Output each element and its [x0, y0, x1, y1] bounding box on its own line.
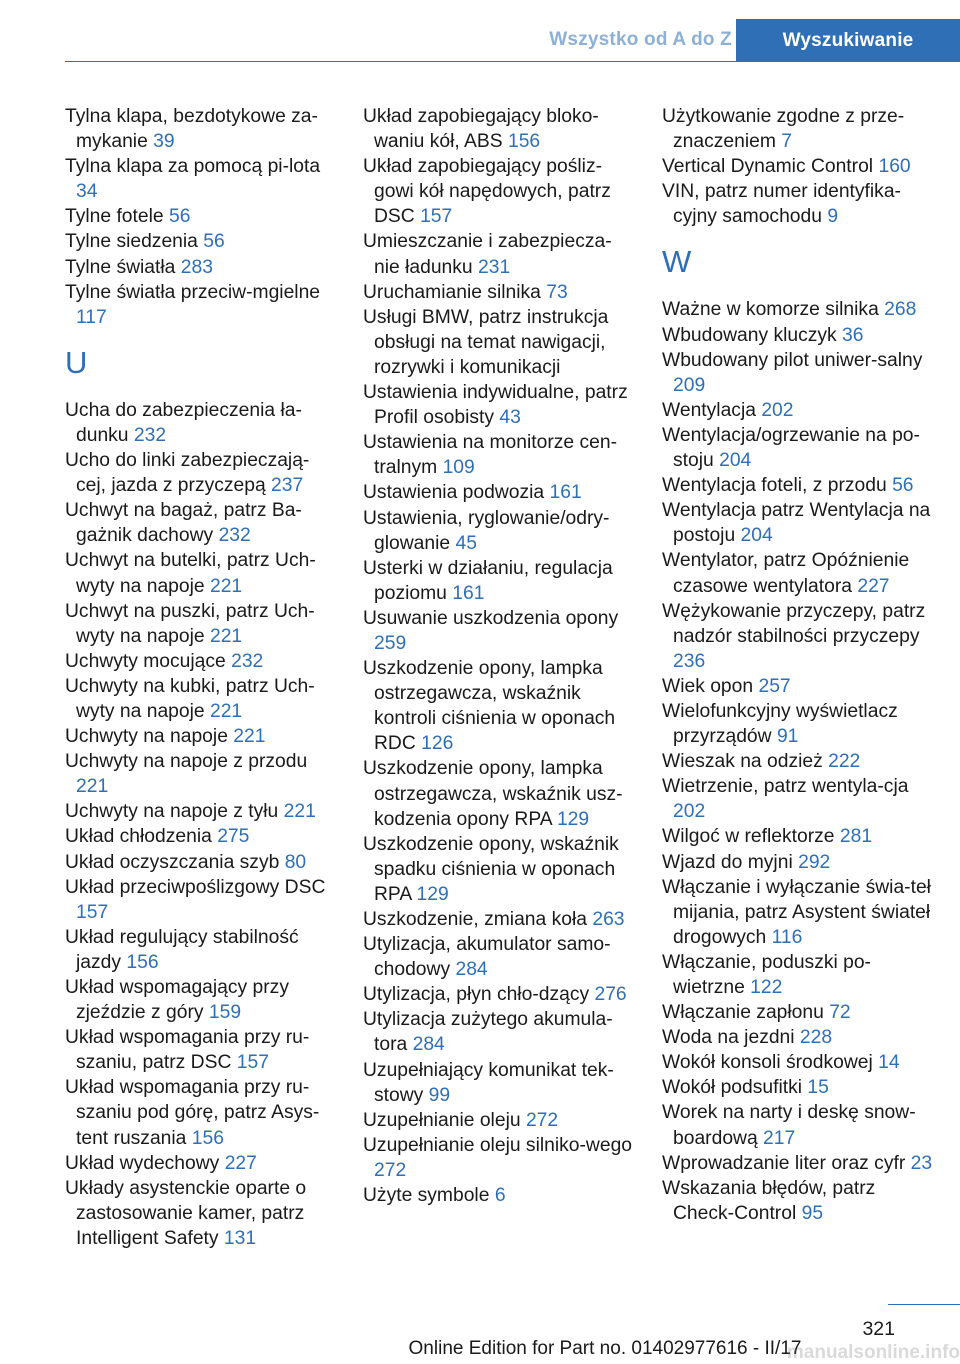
index-entry [65, 229, 337, 254]
index-entry-text: Wbudowany pilot uniwer-salny [662, 349, 923, 371]
index-entry [662, 1000, 934, 1025]
index-entry-text: Uchwyt na bagaż, patrz Ba-gażnik dachowy [65, 500, 302, 547]
index-page-link[interactable]: 157 [236, 1052, 269, 1074]
index-entry-text: Włączanie zapłonu [662, 1002, 824, 1024]
index-entry [662, 850, 934, 875]
index-entry [363, 229, 635, 279]
index-page-link[interactable]: 129 [416, 883, 449, 905]
index-entry-text: Wilgoć w reflektorze [662, 826, 835, 848]
index-entry [363, 932, 635, 982]
index-entry [662, 154, 934, 179]
index-entry-text: Wiek opon [662, 675, 754, 697]
page-header [0, 0, 960, 62]
index-entry [65, 824, 337, 849]
index-page-link[interactable]: 157 [76, 901, 109, 923]
index-entry [363, 982, 635, 1007]
index-page-link[interactable]: 99 [428, 1084, 451, 1106]
index-entry [363, 832, 635, 907]
index-entry-text: Woda na jezdni [662, 1027, 795, 1049]
index-entry [65, 749, 337, 799]
index-entry-text: Wjazd do myjni [662, 851, 793, 873]
index-page-link[interactable]: 227 [857, 575, 890, 597]
index-entry-text: Ustawienia, ryglowanie/odry-glowanie [363, 507, 610, 554]
index-entry-text: Ustawienia indywidualne, patrz Profil osobisty [363, 382, 628, 429]
index-page-link[interactable]: 204 [740, 525, 773, 547]
index-page-link[interactable]: 156 [126, 951, 159, 973]
watermark: manualsonline.info [786, 1342, 960, 1363]
index-entry-text: Układ wspomagający przy zjeździe z góry [65, 977, 289, 1024]
index-entry [662, 473, 934, 498]
index-entry-text: Tylne światła [65, 256, 176, 278]
index-entry [363, 305, 635, 380]
index-entry-text: Uszkodzenie opony, wskaźnik spadku ciśnienia w oponach RPA [363, 833, 619, 905]
index-page-link[interactable]: 217 [763, 1127, 796, 1149]
index-page-link[interactable]: 156 [507, 131, 541, 153]
index-entry [363, 280, 635, 305]
index-page-link[interactable]: 116 [771, 926, 803, 948]
index-entry [662, 1075, 934, 1100]
index-entry [363, 380, 635, 430]
index-entry [662, 1100, 934, 1150]
index-entry [662, 699, 934, 749]
index-page-link[interactable]: 204 [719, 450, 752, 472]
index-page-link[interactable]: 221 [233, 726, 266, 748]
index-entry [363, 480, 635, 505]
index-entry [65, 850, 337, 875]
index-entry [363, 756, 635, 831]
index-entry [662, 104, 934, 154]
index-entry [662, 774, 934, 824]
index-entry [65, 154, 337, 204]
index-entry-text: Uchwyty na napoje z przodu [65, 751, 308, 773]
current-section-tab: Wyszukiwanie [736, 19, 960, 62]
index-entry-text: Układ wspomagania przy ru-szaniu pod górę, patrz Asys-tent ruszania [65, 1077, 320, 1149]
index-entry [662, 674, 934, 699]
index-entry [65, 448, 337, 498]
index-page-link[interactable]: 14 [878, 1052, 900, 1074]
index-page-link[interactable]: 80 [284, 851, 307, 873]
index-column-1 [65, 104, 337, 1251]
index-page-link[interactable]: 157 [420, 206, 453, 228]
index-entry [662, 423, 934, 473]
index-entry-text: Układy asystenckie oparte o zastosowanie kamer, patrz Intelligent Safety [65, 1177, 307, 1249]
index-page-link[interactable]: 122 [750, 977, 783, 998]
index-page-link[interactable]: 284 [455, 959, 488, 981]
index-page-link[interactable]: 257 [758, 675, 791, 697]
index-page-link[interactable]: 73 [546, 281, 568, 303]
index-page-link[interactable]: 156 [191, 1127, 224, 1149]
index-page-link[interactable]: 202 [761, 399, 794, 421]
index-page-link[interactable]: 221 [209, 700, 243, 722]
index-page-link[interactable]: 275 [217, 826, 250, 848]
index-entry [363, 656, 635, 756]
index-page-link[interactable]: 34 [76, 181, 98, 203]
index-entry-text: Ucho do linki zabezpieczają-cej, jazda z przyczepą [65, 450, 310, 497]
index-entry [662, 950, 934, 1000]
header-rule [65, 61, 960, 62]
index-letter-heading: U [65, 344, 88, 380]
index-page-link[interactable]: 6 [494, 1185, 506, 1207]
index-page-link[interactable]: 221 [209, 625, 243, 647]
index-entry-text: Włączanie i wyłączanie świa-teł mijania, patrz Asystent świateł drogowych [662, 876, 931, 948]
index-entry [363, 506, 635, 556]
index-page-link[interactable]: 117 [76, 306, 107, 328]
index-entry [662, 297, 934, 322]
index-entry-text: Wentylacja foteli, z przodu [662, 475, 887, 497]
index-entry [363, 1133, 635, 1183]
index-entry [65, 599, 337, 649]
index-entry [65, 1176, 337, 1251]
index-entry [65, 1025, 337, 1075]
index-page-link[interactable]: 45 [455, 532, 477, 554]
index-entry-text: Układ zapobiegający pośliz-gowi kół napędowych, patrz DSC [363, 156, 611, 228]
index-entry-text: Worek na narty i deskę snow-boardową [662, 1102, 916, 1149]
index-page-link[interactable]: 23 [910, 1152, 933, 1174]
index-entry [65, 255, 337, 280]
index-page-link[interactable]: 231 [478, 256, 511, 278]
index-entry-text: Wentylacja [662, 399, 756, 421]
index-entry-text: Wskazania błędów, patrz Check-Control [662, 1177, 876, 1224]
index-page-link[interactable]: 209 [673, 374, 706, 396]
index-entry-text: VIN, patrz numer identyfika-cyjny samochodu [662, 181, 901, 228]
index-entry-text: Uzupełniający komunikat tek-stowy [363, 1059, 614, 1106]
index-entry-text: Układ regulujący stabilność jazdy [65, 926, 299, 973]
index-page-link[interactable]: 232 [231, 650, 264, 672]
index-entry [363, 556, 635, 606]
index-entry [363, 907, 635, 932]
index-letter-heading: W [662, 244, 692, 280]
index-entry-text: Tylne światła przeciw-mgielne [65, 281, 321, 303]
index-entry [65, 280, 337, 330]
index-page-link[interactable]: 276 [594, 984, 627, 1006]
index-entry [662, 1176, 934, 1226]
index-entry-text: Uzupełnianie oleju [363, 1109, 521, 1131]
index-page-link[interactable]: 202 [673, 801, 706, 823]
index-entry-text: Układ oczyszczania szyb [65, 851, 280, 873]
index-entry-text: Uruchamianie silnika [363, 281, 541, 303]
index-entry [65, 104, 337, 154]
index-entry-text: Umieszczanie i zabezpiecza-nie ładunku [363, 231, 612, 278]
edition-line: Online Edition for Part no. 01402977616 - II/17 [408, 1338, 802, 1359]
index-column-3 [662, 104, 934, 1226]
index-page-link[interactable]: 283 [180, 256, 213, 278]
index-entry [363, 430, 635, 480]
index-entry [662, 824, 934, 849]
index-page-link[interactable]: 237 [271, 475, 304, 497]
index-entry-text: Ucha do zabezpieczenia ła-dunku [65, 399, 302, 446]
index-page-link[interactable]: 36 [842, 324, 864, 346]
index-entry-text: Układ wydechowy [65, 1152, 220, 1174]
index-page-link[interactable]: 109 [442, 457, 475, 479]
index-entry-text: Wieszak na odzież [662, 751, 823, 773]
index-entry [662, 548, 934, 598]
index-page-link[interactable]: 161 [452, 582, 485, 604]
index-page-link[interactable]: 56 [203, 231, 225, 253]
index-entry [65, 398, 337, 448]
index-page-link[interactable]: 91 [776, 726, 799, 748]
index-entry [363, 154, 635, 229]
index-entry-text: Uchwyty na kubki, patrz Uch-wyty na napoje [65, 675, 315, 722]
index-page-link[interactable]: 272 [525, 1109, 559, 1131]
index-entry [363, 1108, 635, 1133]
index-entry [662, 1151, 934, 1176]
index-page-link[interactable]: 131 [223, 1227, 257, 1249]
index-entry-text: Utylizacja, akumulator samo-chodowy [363, 934, 611, 981]
index-page-link[interactable]: 56 [168, 206, 191, 228]
index-entry-text: Układ zapobiegający bloko-waniu kół, ABS [363, 106, 599, 153]
index-entry-text: Uchwyt na butelki, patrz Uch-wyty na napoje [65, 550, 316, 597]
index-entry-text: Uszkodzenie, zmiana koła [363, 909, 587, 930]
index-entry-text: Wokół podsufitki [662, 1077, 803, 1099]
index-entry [65, 799, 337, 824]
index-entry-text: Użyte symbole [363, 1185, 490, 1207]
index-page-link[interactable]: 232 [218, 525, 251, 547]
index-page-link[interactable]: 263 [592, 909, 625, 930]
index-entry-text: Uchwyt na puszki, patrz Uch-wyty na napoje [65, 600, 315, 647]
index-entry [662, 179, 934, 229]
index-entry [65, 204, 337, 229]
index-entry-text: Użytkowanie zgodne z prze-znaczeniem [662, 106, 905, 153]
index-page-link[interactable]: 268 [884, 299, 917, 321]
index-entry-text: Utylizacja, płyn chło-dzący [363, 984, 590, 1006]
index-entry-text: Uzupełnianie oleju silniko-wego [363, 1134, 633, 1156]
index-entry-text: Wprowadzanie liter oraz cyfr [662, 1152, 906, 1174]
index-page-link[interactable]: 281 [839, 826, 873, 848]
index-entry-text: Wielofunkcyjny wyświetlacz przyrządów [662, 700, 898, 748]
index-column-2 [363, 104, 635, 1208]
index-page-link[interactable]: 221 [283, 801, 316, 823]
index-page-link[interactable]: 292 [798, 851, 831, 873]
index-entry-text: Tylne fotele [65, 206, 164, 228]
footer-rule [888, 1304, 960, 1305]
index-entry [662, 348, 934, 398]
index-page-link[interactable]: 72 [829, 1002, 851, 1024]
index-page-link[interactable]: 159 [208, 1002, 242, 1024]
index-entry-text: Wentylacja/ogrzewanie na po-stoju [662, 424, 920, 472]
index-entry [363, 1007, 635, 1057]
index-entry-text: Wentylacja patrz Wentylacja na postoju [662, 500, 931, 547]
index-entry [65, 649, 337, 674]
index-entry-text: Układ przeciwpoślizgowy DSC [65, 876, 326, 898]
index-page-link[interactable]: 43 [499, 407, 521, 429]
index-entry [65, 548, 337, 598]
index-page-link[interactable]: 95 [801, 1202, 824, 1224]
index-page-link[interactable]: 160 [878, 156, 911, 178]
index-entry-text: Vertical Dynamic Control [662, 156, 874, 178]
page-number: 321 [862, 1318, 895, 1340]
index-page-link[interactable]: 228 [799, 1027, 833, 1049]
index-entry [662, 599, 934, 674]
index-page-link[interactable]: 129 [556, 808, 590, 830]
index-entry [65, 724, 337, 749]
index-entry [65, 925, 337, 975]
index-entry-text: Wietrzenie, patrz wentyla-cja [662, 776, 909, 798]
index-page-link[interactable]: 161 [549, 482, 582, 504]
index-entry [662, 875, 934, 950]
index-entry-text: Tylne siedzenia [65, 231, 198, 253]
index-entry [662, 323, 934, 348]
index-entry [65, 975, 337, 1025]
index-entry-text: Usługi BMW, patrz instrukcja obsługi na temat nawigacji, rozrywki i komunikacji [363, 306, 609, 378]
index-page-link[interactable]: 236 [673, 650, 706, 672]
index-entry-text: Ważne w komorze silnika [662, 299, 879, 321]
index-entry [662, 1050, 934, 1075]
index-entry [65, 875, 337, 925]
index-page-link[interactable]: 259 [374, 632, 407, 654]
index-entry-text: Uchwyty na napoje z tyłu [65, 801, 279, 823]
index-entry-text: Uszkodzenie opony, lampka ostrzegawcza, wskaźnik usz-kodzenia opony RPA [363, 758, 623, 830]
index-entry-text: Włączanie, poduszki po-wietrzne [662, 951, 871, 998]
index-entry-text: Tylna klapa, bezdotykowe za-mykanie [65, 106, 318, 153]
index-entry [65, 1151, 337, 1176]
index-page-link[interactable]: 221 [209, 575, 243, 597]
index-entry [662, 498, 934, 548]
index-entry [363, 1183, 635, 1208]
index-page-link[interactable]: 272 [374, 1159, 407, 1181]
index-page-link[interactable]: 221 [76, 776, 109, 798]
index-page-link[interactable]: 56 [892, 475, 914, 497]
index-entry-text: Uchwyty na napoje [65, 726, 228, 748]
index-entry [363, 1058, 635, 1108]
index-entry-text: Wbudowany kluczyk [662, 324, 837, 346]
index-entry [65, 674, 337, 724]
index-entry [65, 1075, 337, 1150]
index-entry-text: Uchwyty mocujące [65, 650, 226, 672]
index-entry-text: Usterki w działaniu, regulacja poziomu [363, 557, 613, 604]
index-entry [662, 1025, 934, 1050]
index-entry-text: Układ wspomagania przy ru-szaniu, patrz DSC [65, 1027, 310, 1074]
index-entry-text: Wentylator, patrz Opóźnienie czasowe wentylatora [662, 550, 910, 597]
index-page-link[interactable]: 7 [781, 131, 792, 153]
index-page-link[interactable]: 15 [807, 1077, 829, 1099]
index-entry-text: Ustawienia na monitorze cen-tralnym [363, 432, 617, 479]
index-page-link[interactable]: 126 [421, 733, 454, 755]
index-entry [363, 606, 635, 656]
index-entry-text: Uszkodzenie opony, lampka ostrzegawcza, wskaźnik kontroli ciśnienia w oponach RDC [363, 658, 616, 755]
index-page-link[interactable]: 39 [153, 131, 175, 153]
index-entry-text: Utylizacja zużytego akumula-tora [363, 1009, 613, 1056]
index-page-link[interactable]: 232 [133, 424, 167, 446]
index-page-link[interactable]: 222 [828, 751, 861, 773]
index-page-link[interactable]: 284 [412, 1034, 445, 1056]
index-page-link[interactable]: 9 [827, 206, 839, 228]
index-entry [662, 398, 934, 423]
index-entry-text: Tylna klapa za pomocą pi-lota [65, 156, 321, 178]
index-entry-text: Układ chłodzenia [65, 826, 212, 848]
index-page-link[interactable]: 227 [224, 1152, 257, 1174]
index-entry [662, 749, 934, 774]
index-entry-text: Ustawienia podwozia [363, 482, 545, 504]
index-entry-text: Wężykowanie przyczepy, patrz nadzór stabilności przyczepy [662, 600, 926, 647]
index-entry [363, 104, 635, 154]
breadcrumb-section: Wszystko od A do Z [549, 29, 732, 50]
index-entry-text: Usuwanie uszkodzenia opony [363, 607, 619, 629]
index-entry [65, 498, 337, 548]
index-entry-text: Wokół konsoli środkowej [662, 1052, 873, 1074]
